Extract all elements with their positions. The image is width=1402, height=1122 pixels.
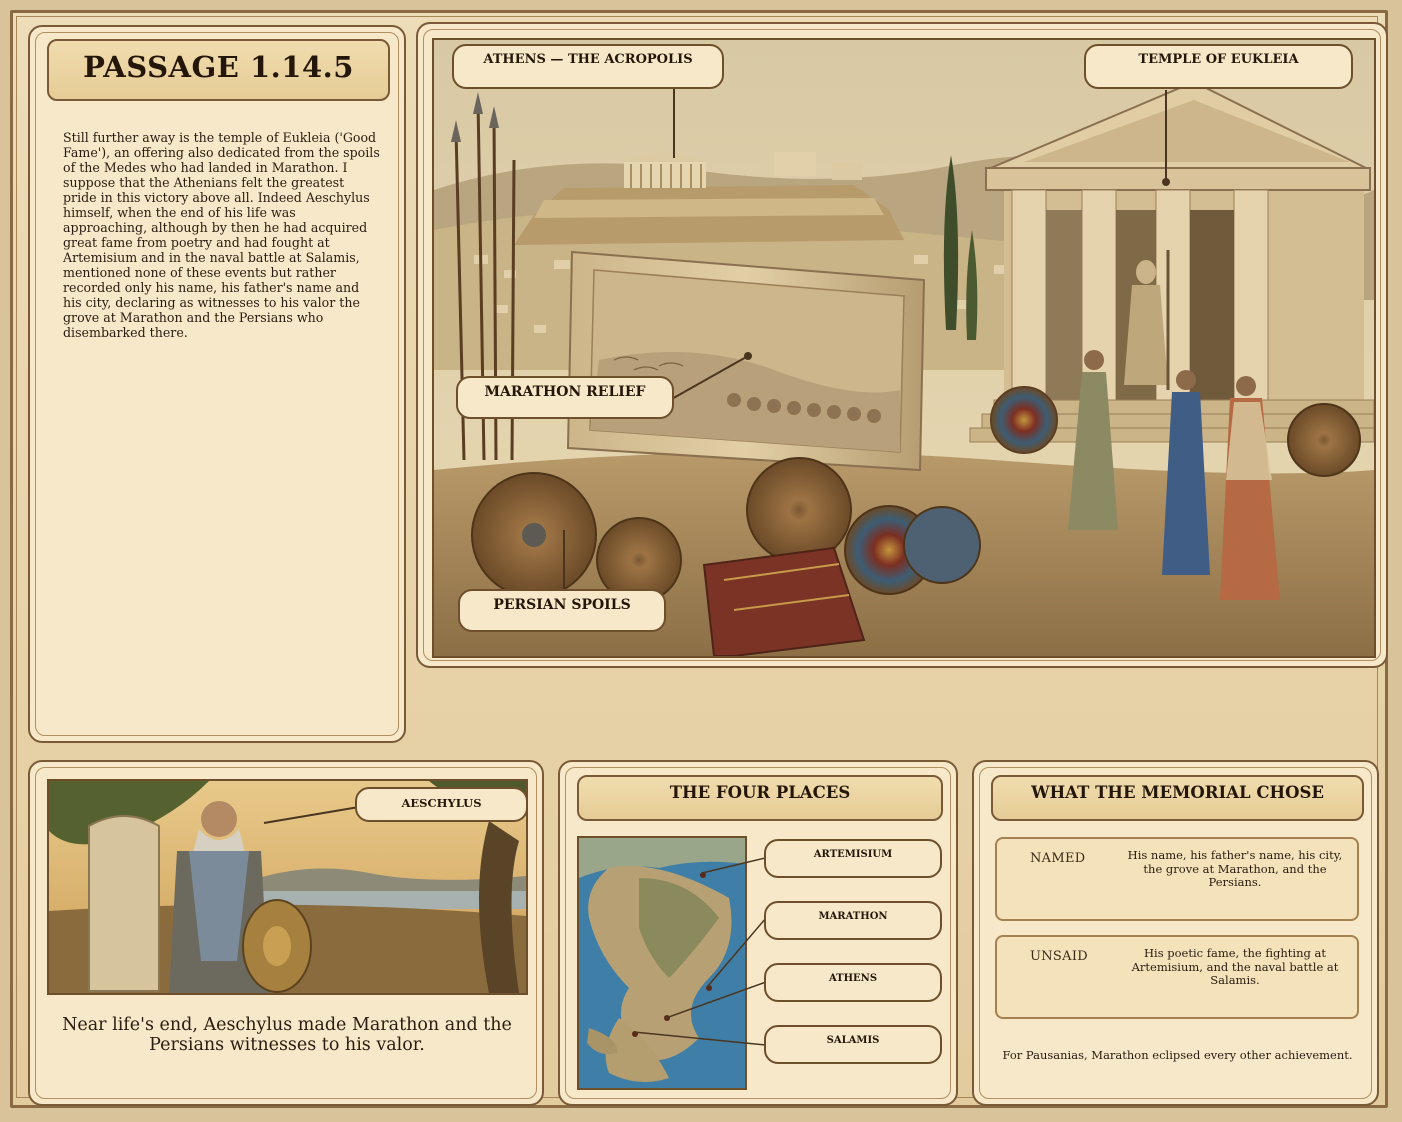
memorial-footer: For Pausanias, Marathon eclipsed every other achievement. xyxy=(1002,1048,1353,1062)
label-salamis: SALAMIS xyxy=(764,1025,942,1064)
greece-map xyxy=(577,836,747,1090)
memorial-title: WHAT THE MEMORIAL CHOSE xyxy=(991,775,1364,821)
unsaid-box xyxy=(995,935,1359,1019)
passage-text: Still further away is the temple of Eukleia ('Good Fame'), an offering also dedicated from the spoils of the Medes who had landed in Marathon. I suppose that the Athenians felt the greatest pride in this victory above all. Indeed Aeschylus himself, when the end of his life was approaching, although by then he had acquired great fame from poetry and had fought at Artemisium and in the naval battle at Salamis, mentioned none of these events but rather recorded only his name, his father's name and his city, declaring as witnesses to his valor the grove at Marathon and the Persians who disembarked there. xyxy=(63,130,380,340)
named-value: His name, his father's name, his city, the grove at Marathon, and the Persians. xyxy=(1127,848,1343,889)
label-marathon-relief: MARATHON RELIEF xyxy=(456,376,674,419)
unsaid-key: UNSAID xyxy=(1030,949,1088,964)
label-athens: ATHENS xyxy=(764,963,942,1002)
places-panel xyxy=(558,760,958,1106)
passage-title: PASSAGE 1.14.5 xyxy=(47,39,390,101)
aeschylus-caption: Near life's end, Aeschylus made Marathon and the Persians witnesses to his valor. xyxy=(62,1015,512,1055)
scene-panel xyxy=(416,22,1388,668)
label-acropolis: ATHENS — THE ACROPOLIS xyxy=(452,44,724,89)
label-artemisium: ARTEMISIUM xyxy=(764,839,942,878)
passage-panel xyxy=(28,25,406,743)
places-title: THE FOUR PLACES xyxy=(577,775,943,821)
label-persian-spoils: PERSIAN SPOILS xyxy=(458,589,666,632)
label-aeschylus: AESCHYLUS xyxy=(355,787,528,822)
named-key: NAMED xyxy=(1030,851,1086,866)
label-temple: TEMPLE OF EUKLEIA xyxy=(1084,44,1353,89)
named-box xyxy=(995,837,1359,921)
temple-scene-illustration xyxy=(432,38,1376,658)
aeschylus-panel xyxy=(28,760,544,1106)
label-marathon: MARATHON xyxy=(764,901,942,940)
memorial-panel xyxy=(972,760,1379,1106)
unsaid-value: His poetic fame, the fighting at Artemisium, and the naval battle at Salamis. xyxy=(1131,946,1339,987)
